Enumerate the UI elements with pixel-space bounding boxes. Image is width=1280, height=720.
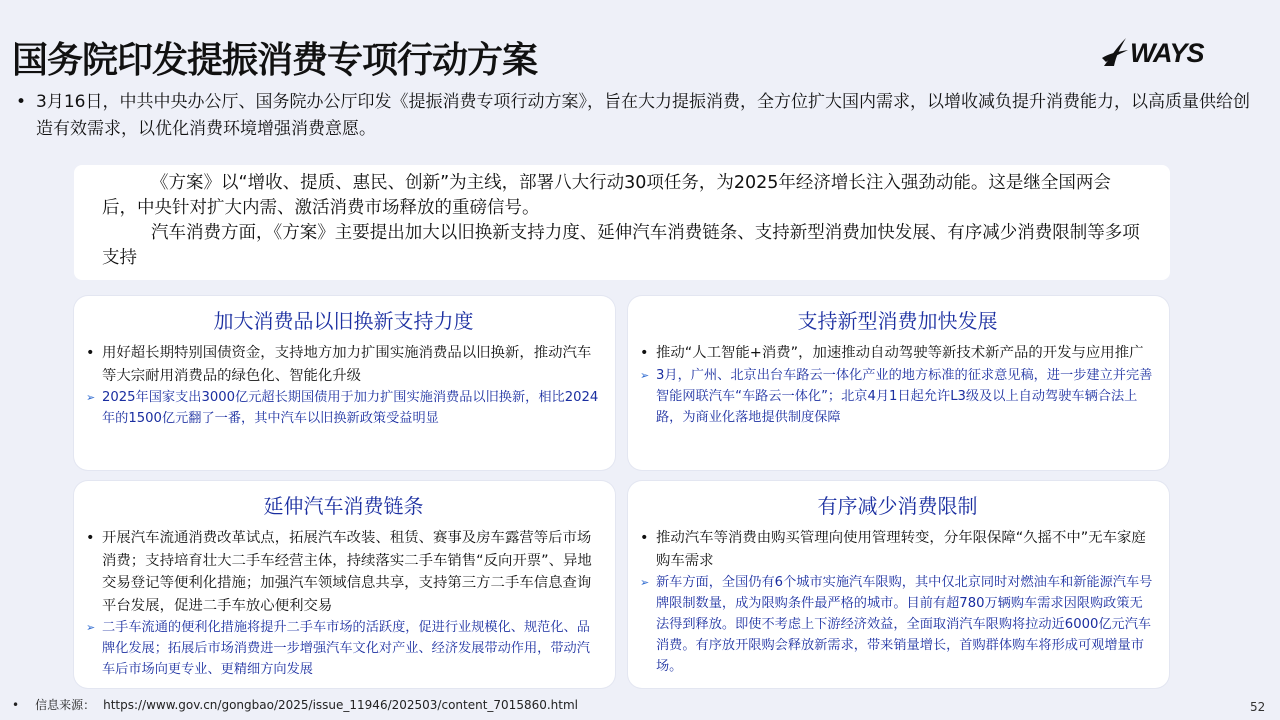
source-footnote: [12, 696, 578, 713]
card-bullet: [86, 527, 601, 617]
card-sub-text: 二手车流通的便利化措施将提升二手车市场的活跃度，促进行业规模化、规范化、品牌化发展；拓展后市场消费进一步增强汽车文化对产业、经济发展带动作用，带动汽车后市场向更专业、更精细方向发展: [102, 620, 590, 677]
summary-paragraph-1: 《方案》以“增收、提质、惠民、创新”为主线，部署八大行动30项任务，为2025年经济增长注入强劲动能。这是继全国两会后，中央针对扩大内需、激活消费市场释放的重磅信号。: [102, 173, 1111, 218]
summary-paragraph-2: 汽车消费方面，《方案》主要提出加大以旧换新支持力度、延伸汽车消费链条、支持新型消费加快发展、有序减少消费限制等多项支持: [102, 223, 1140, 268]
bullet-marker: •: [640, 530, 649, 546]
arrow-bullet-icon: ➢: [640, 368, 650, 382]
card-reduce-limits: [628, 481, 1169, 688]
card-auto-chain: [74, 481, 615, 688]
card-sub-text: 2025年国家支出3000亿元超长期国债用于加力扩围实施消费品以旧换新，相比2024年的1500亿元翻了一番，其中汽车以旧换新政策受益明显: [102, 390, 599, 426]
page-title: 国务院印发提振消费专项行动方案: [12, 40, 538, 81]
arrow-bullet-icon: ➢: [86, 621, 96, 634]
arrow-bullet-icon: ➢: [640, 576, 650, 589]
bullet-marker: •: [86, 345, 95, 361]
card-bullet: [640, 342, 1155, 365]
card-bullet-text: 推动汽车等消费由购买管理向使用管理转变，分年限保障“久摇不中”无车家庭购车需求: [656, 530, 1146, 569]
card-bullet-text: 用好超长期特别国债资金，支持地方加力扩围实施消费品以旧换新，推动汽车等大宗耐用消费品的绿色化、智能化升级: [102, 345, 592, 384]
card-title: 有序减少消费限制: [817, 494, 978, 518]
bullet-marker: •: [640, 345, 649, 361]
page-number: 52: [1250, 700, 1266, 714]
card-bullet-text: 开展汽车流通消费改革试点，拓展汽车改装、租赁、赛事及房车露营等后市场消费；支持培育壮大二手车经营主体，持续落实二手车销售“反向开票”、异地交易登记等便利化措施；加强汽车领域信息共享，支持第三方二手车信息查询平台发展，促进二手车放心便利交易: [102, 530, 592, 614]
card-bullet-text: 推动“人工智能+消费”，加速推动自动驾驶等新技术新产品的开发与应用推广: [656, 345, 1144, 361]
card-title: 支持新型消费加快发展: [797, 309, 998, 333]
card-sub-point: [86, 387, 601, 429]
source-url: https://www.gov.cn/gongbao/2025/issue_11946/202503/content_7015860.html: [103, 698, 579, 712]
source-label: 信息来源：: [35, 698, 96, 712]
intro-text: 3月16日，中共中央办公厅、国务院办公厅印发《提振消费专项行动方案》，旨在大力提振消费，全方位扩大国内需求，以增收减负提升消费能力，以高质量供给创造有效需求，以优化消费环境增强消费意愿。: [36, 92, 1250, 139]
footer-bullet: •: [12, 698, 20, 712]
ways-logo: [1100, 36, 1220, 72]
summary-box: [74, 165, 1170, 280]
card-bullet: [640, 527, 1155, 572]
card-sub-point: [640, 365, 1155, 428]
bullet-marker: •: [86, 530, 95, 546]
card-title: 加大消费品以旧换新支持力度: [213, 309, 474, 333]
card-sub-text: 新车方面，全国仍有6个城市实施汽车限购，其中仅北京同时对燃油车和新能源汽车号牌限制数量，成为限购条件最严格的城市。目前有超780万辆购车需求因限购政策无法得到释放。即使不考虑上下游经济效益，全面取消汽车限购将拉动近6000亿元汽车消费。有序放开限购会释放新需求，带来销量增长，首购群体购车将形成可观增量市场。: [656, 575, 1153, 674]
card-title: 延伸汽车消费链条: [263, 494, 424, 518]
card-bullet: [86, 342, 601, 387]
card-sub-point: [86, 617, 601, 680]
ways-logo-mark-icon: [1100, 36, 1132, 72]
card-trade-in: [74, 296, 615, 470]
logo-text: WAYS: [1130, 38, 1204, 68]
card-sub-point: [640, 572, 1155, 677]
intro-paragraph: [16, 89, 1266, 143]
card-new-consumption: [628, 296, 1169, 470]
card-sub-text: 3月，广州、北京出台车路云一体化产业的地方标准的征求意见稿，进一步建立并完善智能网联汽车“车路云一体化”；北京4月1日起允许L3级及以上自动驾驶车辆合法上路，为商业化落地提供制度保障: [656, 367, 1153, 425]
arrow-bullet-icon: ➢: [86, 391, 96, 404]
intro-bullet: •: [16, 92, 27, 112]
